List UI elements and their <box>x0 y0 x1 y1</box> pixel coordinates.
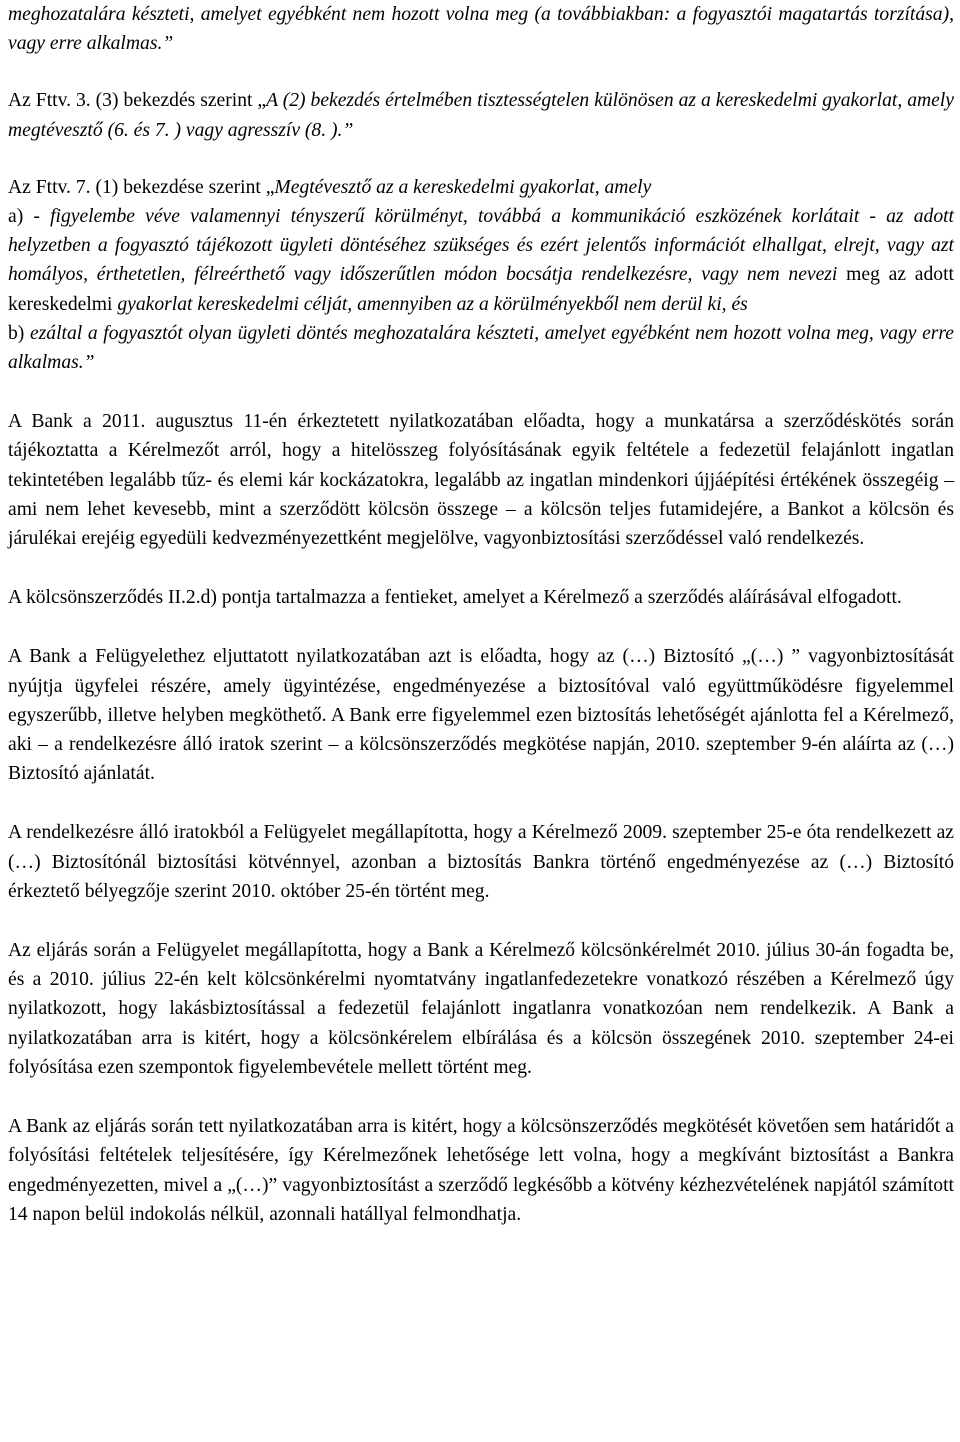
paragraph-policy-findings <box>8 818 954 906</box>
paragraph-loan-contract <box>8 583 954 612</box>
spacer <box>8 788 954 818</box>
paragraph-fttv-7 <box>8 173 954 377</box>
text-run: A Bank a 2011. augusztus 11-én érkeztetett nyilatkozatában előadta, hogy a munkatársa a szerződéskötés során tájékoztatta a Kérelmezőt arról, hogy a hitelösszeg folyósításának egyik feltétele a fedezetül felajánlott ingatlan tekintetében legalább tűz- és elemi kár kockázatokra, legalább az ingatlan mindenkori újjáépítési értékének összegéig – ami nem lehet kevesebb, mint a szerződött kölcsön összege – a kölcsön teljes futamidejére, a Bankot a kölcsön és járulékai erejéig egyedüli kedvezményezettként megjelölve, vagyonbiztosítási szerződéssel való rendelkezés. <box>8 411 954 550</box>
text-run: figyelembe véve valamennyi tényszerű körülményt, továbbá a kommunikáció eszközének korlátait - az adott helyzetben a fogyasztó tájékozott ügyleti döntéséhez szükséges és ezért jelentős információt elhallgat, elrejt, vagy azt homályos, érthetetlen, félreérthető vagy időszerűtlen módon bocsátja rendelkezésre, vagy nem nevezi <box>8 206 954 286</box>
text-run: Megtévesztő az a kereskedelmi gyakorlat, amely <box>274 176 652 198</box>
text-run: meghozatalára készteti, amelyet egyébként nem hozott volna meg (a továbbiakban: a fogyasztói magatartás torzítása), vagy erre alkalmas.” <box>8 4 954 55</box>
paragraph-bank-further-statement <box>8 1112 954 1229</box>
text-run: A Bank az eljárás során tett nyilatkozatában arra is kitért, hogy a kölcsönszerződés megkötését követően sem határidőt a folyósítási feltételek teljesítésére, így Kérelmezőnek lehetősége lett volna, hogy a megkívánt biztosítást a Bankra engedményezetten, mivel a „(…)” vagyonbiztosítást a szerződő legkésőbb a kötvény kézhezvételének napjától számított 14 napon belül indokolás nélkül, azonnali hatállyal felmondhatja. <box>8 1116 954 1225</box>
text-run: gyakorlat kereskedelmi célját, amennyiben az a körülményekből nem derül ki, és <box>117 293 748 315</box>
text-run: A Bank a Felügyelethez eljuttatott nyilatkozatában azt is előadta, hogy az (…) Biztosító „(…) ” vagyonbiztosítását nyújtja ügyfelei részére, amely ügyintézése, engedményezése a biztosítóval való együttműködésre figyelemmel egyszerűbb, illetve helyben megköthető. A Bank erre figyelemmel ezen biztosítás lehetőségét ajánlotta fel a Kérelmező, aki – a rendelkezésre álló iratok szerint – a kölcsönszerződés megkötése napján, 2010. szeptember 9-én aláírta az (…) Biztosító ajánlatát. <box>8 646 954 785</box>
paragraph-insurer-offer <box>8 642 954 788</box>
spacer <box>8 58 954 86</box>
document-page <box>8 0 954 1229</box>
paragraph-procedure-findings <box>8 936 954 1082</box>
paragraph-fttv-3 <box>8 86 954 144</box>
text-run: Az Fttv. 3. (3) bekezdés szerint „ <box>8 90 267 112</box>
text-run: A (2) bekezdés értelmében tisztességtelen különösen az a kereskedelmi gyakorlat, amely megtévesztő (6. és 7. ) vagy agresszív (8. ).” <box>8 90 954 141</box>
spacer <box>8 377 954 407</box>
text-run: b) <box>8 322 30 344</box>
text-run: A kölcsönszerződés II.2.d) pontja tartalmazza a fentieket, amelyet a Kérelmező a szerződés aláírásával elfogadott. <box>8 587 902 609</box>
spacer <box>8 553 954 583</box>
text-run: A rendelkezésre álló iratokból a Felügyelet megállapította, hogy a Kérelmező 2009. szeptember 25-e óta rendelkezett az (…) Biztosítónál biztosítási kötvénnyel, azonban a biztosítás Bankra történő engedményezése az (…) Biztosító érkeztető bélyegzője szerint 2010. október 25-én történt meg. <box>8 822 954 902</box>
text-run: Az eljárás során a Felügyelet megállapította, hogy a Bank a Kérelmező kölcsönkérelmét 2010. július 30-án fogadta be, és a 2010. július 22-én kelt kölcsönkérelmi nyomtatvány ingatlanfedezetekre vonatkozó részében a Kérelmező úgy nyilatkozott, hogy lakásbiztosítással a fedezetül felajánlott ingatlanra vonatkozóan nem rendelkezik. A Bank a nyilatkozatában arra is kitért, hogy a kölcsönkérelem elbírálása és a kölcsön összegének 2010. szeptember 24-ei folyósítása ezen szempontok figyelembevétele mellett történt meg. <box>8 940 954 1078</box>
spacer <box>8 906 954 936</box>
text-run: a) - <box>8 206 51 228</box>
paragraph-intro-continuation <box>8 0 954 58</box>
spacer <box>8 1082 954 1112</box>
spacer <box>8 612 954 642</box>
text-run: Az Fttv. 7. (1) bekezdése szerint „ <box>8 176 275 198</box>
text-run: meg az adott kereskedelmi <box>8 264 954 315</box>
text-run: ezáltal a fogyasztót olyan ügyleti döntés meghozatalára készteti, amelyet egyébként nem hozott volna meg, vagy erre alkalmas.” <box>8 322 954 374</box>
paragraph-bank-statement <box>8 407 954 553</box>
spacer <box>8 145 954 173</box>
